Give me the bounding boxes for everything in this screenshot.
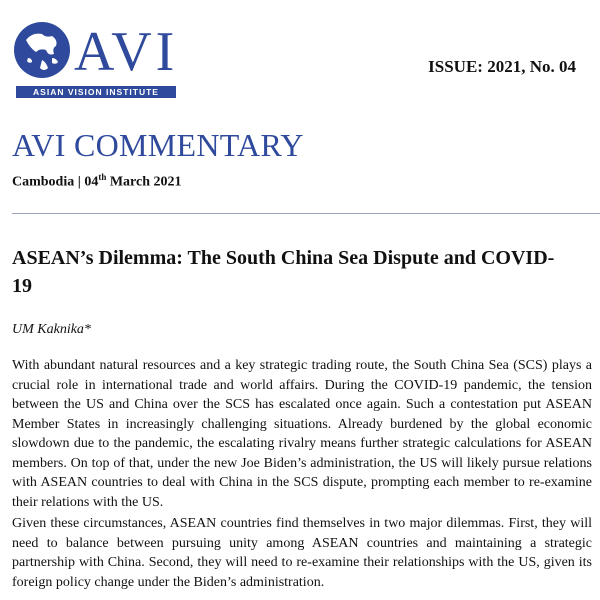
dateline-date: March 2021 [106, 174, 182, 190]
dateline [12, 172, 182, 191]
logo-acronym: AVI [74, 21, 179, 83]
article-author: UM Kaknika* [12, 322, 91, 337]
header-divider [12, 213, 600, 214]
article-title: ASEAN’s Dilemma: The South China Sea Dispute and COVID-19 [12, 247, 555, 297]
issue-number: ISSUE: 2021, No. 04 [428, 57, 576, 76]
dateline-place: Cambodia | 04 [12, 174, 99, 190]
logo-subtitle: ASIAN VISION INSTITUTE [16, 86, 176, 98]
avi-logo [12, 20, 180, 98]
paragraph: Given these circumstances, ASEAN countries find themselves in two major dilemmas. First, they will need to balance between pursuing unity among ASEAN countries and maintaining a strategic partnership with China. Second, they will need to re-examine their relationships with the US, given its foreign policy change under the Biden’s administration. [12, 516, 592, 590]
paragraph: With abundant natural resources and a key strategic trading route, the South China Sea (SCS) plays a crucial role in international trade and world affairs. During the COVID-19 pandemic, the tension between the US and China over the SCS has escalated once again. Such a contestation put ASEAN Member States in increasingly challenging situations. Already burdened by the global economic slowdown due to the pandemic, the escalating rivalry means further strategic calculations for ASEAN members. On top of that, under the new Joe Biden’s administration, the US will likely pursue relations with ASEAN countries to deal with China in the SCS dispute, prompting each member to re-examine their relations with the US. [12, 358, 592, 510]
globe-icon [12, 20, 72, 80]
dateline-ordinal: th [98, 172, 107, 182]
document-type-heading: AVI COMMENTARY [12, 127, 304, 163]
